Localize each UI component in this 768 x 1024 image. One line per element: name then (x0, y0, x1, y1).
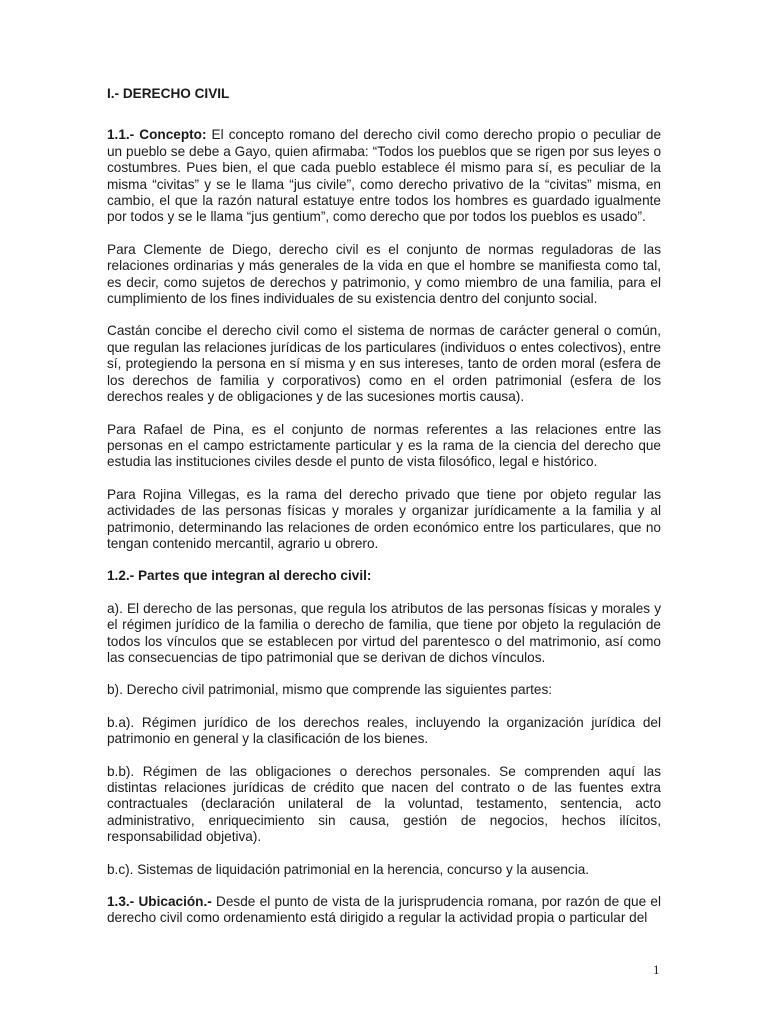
paragraph-clemente-de-diego: Para Clemente de Diego, derecho civil es el conjunto de normas reguladoras de las relaciones ordinarias y más generales de la vida en que el hombre se manifiesta como tal, es decir, como sujetos de derechos y patrimonio, y como miembro de una familia, para el cumplimiento de los fines individuales de su existencia dentro del conjunto social. (107, 241, 661, 307)
paragraph-liquidacion: b.c). Sistemas de liquidación patrimonial en la herencia, concurso y la ausencia. (107, 861, 590, 877)
paragraph-text: Desde el punto de vista de la jurisprudencia romana, por razón de que el derecho civil como ordenamiento está dirigido a regular la actividad propia o particular del (107, 894, 661, 926)
page-number: 1 (653, 962, 660, 977)
paragraph-ubicacion (107, 894, 661, 927)
paragraph-castan: Castán concibe el derecho civil como el sistema de normas de carácter general o común, que regulan las relaciones jurídicas de los particulares (individuos o entes colectivos), entre sí, protegiendo la persona en sí misma y en sus intereses, tanto de orden moral (esfera de los derechos de familia y corporativos) como en el orden patrimonial (esfera de los derechos reales y de obligaciones y de las sucesiones mortis causa). (107, 323, 661, 405)
section-title-partes: 1.2.- Partes que integran al derecho civil: (107, 568, 372, 584)
paragraph-rafael-de-pina: Para Rafael de Pina, es el conjunto de normas referentes a las relaciones entre las personas en el campo estrictamente particular y es la rama de la ciencia del derecho que estudia las instituciones civiles desde el punto de vista filosófico, legal e histórico. (107, 421, 661, 470)
paragraph-concepto (107, 127, 661, 225)
paragraph-derechos-reales: b.a). Régimen jurídico de los derechos reales, incluyendo la organización jurídica del patrimonio en general y la clasificación de los bienes. (107, 714, 661, 747)
paragraph-derecho-personas: a). El derecho de las personas, que regula los atributos de las personas físicas y morales y el régimen jurídico de la familia o derecho de familia, que tiene por objeto la regulación de todos los vínculos que se establecen por virtud del parentesco o del matrimonio, así como las consecuencias de tipo patrimonial que se derivan de dichos vínculos. (107, 600, 661, 665)
document-title: I.- DERECHO CIVIL (107, 86, 230, 101)
paragraph-rojina-villegas: Para Rojina Villegas, es la rama del derecho privado que tiene por objeto regular las actividades de las personas físicas y morales y organizar jurídicamente a la familia y al patrimonio, determinando las relaciones de orden económico entre los particulares, que no tengan contenido mercantil, agrario u obrero. (107, 486, 661, 551)
paragraph-derecho-patrimonial: b). Derecho civil patrimonial, mismo que comprende las siguientes partes: (107, 682, 553, 698)
paragraph-text: El concepto romano del derecho civil como derecho propio o peculiar de un pueblo se debe a Gayo, quien afirmaba: “Todos los pueblos que se rigen por sus leyes o costumbres. Pues bien, el que cada pueblo establece él mismo para sí, es peculiar de la misma “civitas” y se le llama “jus civile”, como derecho privativo de la “civitas” misma, en cambio, el que la razón natural estatuye entre todos los hombres es guardado igualmente por todos y se le llama “jus gentium”, como derecho que por todos los pueblos es usado”. (107, 127, 662, 225)
paragraph-lead: 1.3.- Ubicación.- (107, 894, 212, 910)
paragraph-obligaciones: b.b). Régimen de las obligaciones o derechos personales. Se comprenden aquí las distintas relaciones jurídicas de crédito que nacen del contrato o de las fuentes extra contractuales (declaración unilateral de la voluntad, testamento, sentencia, acto administrativo, enriquecimiento sin causa, gestión de negocios, hechos ilícitos, responsabilidad objetiva). (107, 763, 661, 845)
paragraph-lead: 1.1.- Concepto: (107, 127, 207, 143)
document-body (107, 86, 661, 927)
